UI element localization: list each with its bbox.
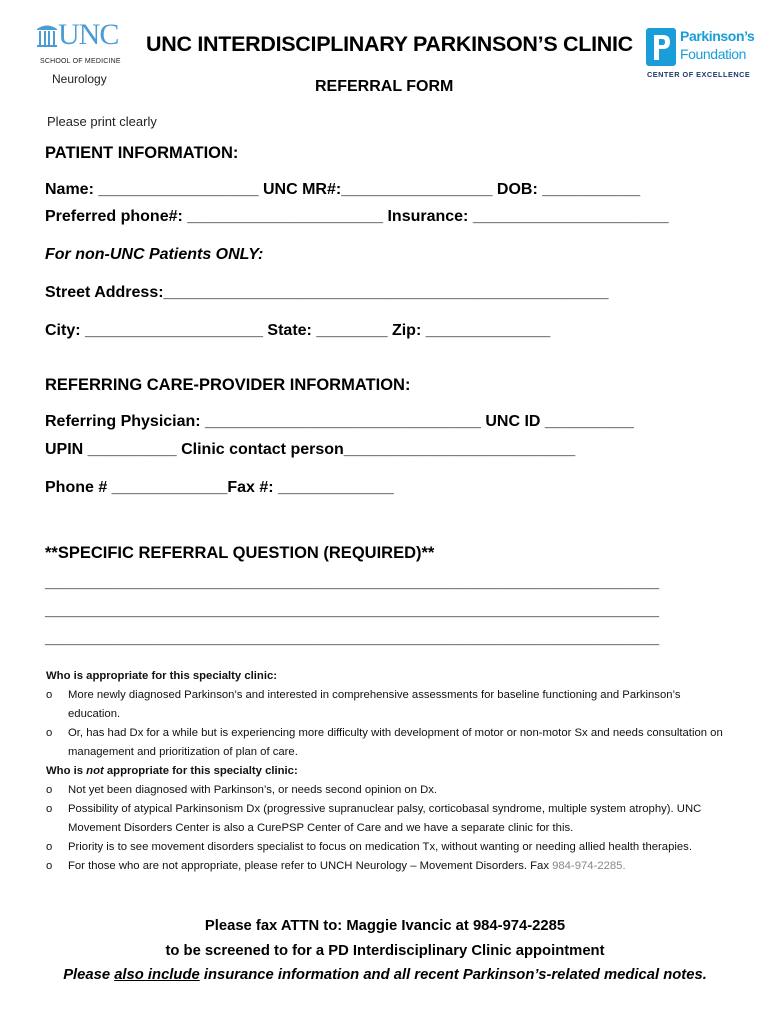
print-note: Please print clearly (47, 114, 157, 129)
not-appropriate-heading: Who is not appropriate for this specialty clinic: (46, 765, 298, 777)
phone-fax-line[interactable]: Phone # _____________Fax #: _____________ (45, 479, 394, 496)
clinic-title: UNC INTERDISCIPLINARY PARKINSON’S CLINIC (146, 32, 633, 56)
parkinsons-foundation-logo (646, 26, 761, 82)
upin-contact-line[interactable]: UPIN __________ Clinic contact person__________________________ (45, 441, 576, 458)
criteria-section (46, 667, 730, 876)
list-item: o Priority is to see movement disorders specialist to focus on medication Tx, without wanting or needing allied health therapies. (46, 841, 692, 853)
old-well-icon (36, 22, 58, 48)
patient-phone-insurance-line[interactable]: Preferred phone#: ______________________ Insurance: ______________________ (45, 208, 669, 225)
list-item: o For those who are not appropriate, please refer to UNCH Neurology – Movement Disorders. Fax 984-974-2285. (46, 860, 626, 872)
school-of-medicine-label: SCHOOL OF MEDICINE (40, 58, 121, 65)
footer-screening-note: to be screened to for a PD Interdisciplinary Clinic appointment (165, 943, 605, 959)
footer-fax-attn: Please fax ATTN to: Maggie Ivancic at 984-974-2285 (204, 918, 566, 934)
referral-question-line-2[interactable]: _____________________________________________________________________ (45, 602, 659, 619)
form-subtitle: REFERRAL FORM (315, 78, 454, 95)
non-unc-heading: For non-UNC Patients ONLY: (45, 246, 264, 263)
footer-include-note: Please also include insurance information and all recent Parkinson’s-related medical notes. (63, 967, 707, 983)
list-item: o Or, has had Dx for a while but is experiencing more difficulty with development of motor or non-motor Sx and needs consultation on management and prioritization of plan of care. (46, 727, 723, 758)
patient-info-heading: PATIENT INFORMATION: (45, 144, 239, 162)
referral-question-heading: **SPECIFIC REFERRAL QUESTION (REQUIRED)** (45, 544, 435, 562)
list-item: o Not yet been diagnosed with Parkinson’s, or needs second opinion on Dx. (46, 784, 438, 796)
pf-line2: Foundation (680, 46, 747, 62)
list-item: o Possibility of atypical Parkinsonism Dx (progressive supranuclear palsy, corticobasal syndrome, multiple system atrophy). UNC Movement Disorders Center is also a CurePSP Center of Care and we have a separate clinic for this. (46, 803, 702, 834)
unc-neurology-logo (34, 18, 134, 93)
referring-physician-line[interactable]: Referring Physician: _______________________________ UNC ID __________ (45, 413, 634, 430)
referral-question-line-3[interactable]: _____________________________________________________________________ (45, 630, 659, 647)
pf-mark-icon (646, 28, 676, 66)
pf-tagline: CENTER OF EXCELLENCE (647, 70, 751, 79)
patient-name-mr-dob-line[interactable]: Name: __________________ UNC MR#:_________________ DOB: ___________ (45, 181, 641, 198)
neurology-label: Neurology (52, 72, 107, 86)
referral-question-line-1[interactable]: _____________________________________________________________________ (45, 574, 659, 591)
city-state-zip-line[interactable]: City: ____________________ State: ________ Zip: ______________ (45, 322, 551, 339)
pf-line1: Parkinson’s (680, 28, 755, 44)
provider-info-heading: REFERRING CARE-PROVIDER INFORMATION: (45, 376, 411, 394)
appropriate-heading: Who is appropriate for this specialty clinic: (46, 670, 278, 682)
list-item: o More newly diagnosed Parkinson’s and interested in comprehensive assessments for baseline functioning and Parkinson’s education. (46, 689, 681, 720)
fax-number: 984-974-2285 (552, 860, 623, 872)
unc-wordmark: UNC (58, 18, 119, 51)
street-address-line[interactable]: Street Address:__________________________________________________ (45, 284, 609, 301)
